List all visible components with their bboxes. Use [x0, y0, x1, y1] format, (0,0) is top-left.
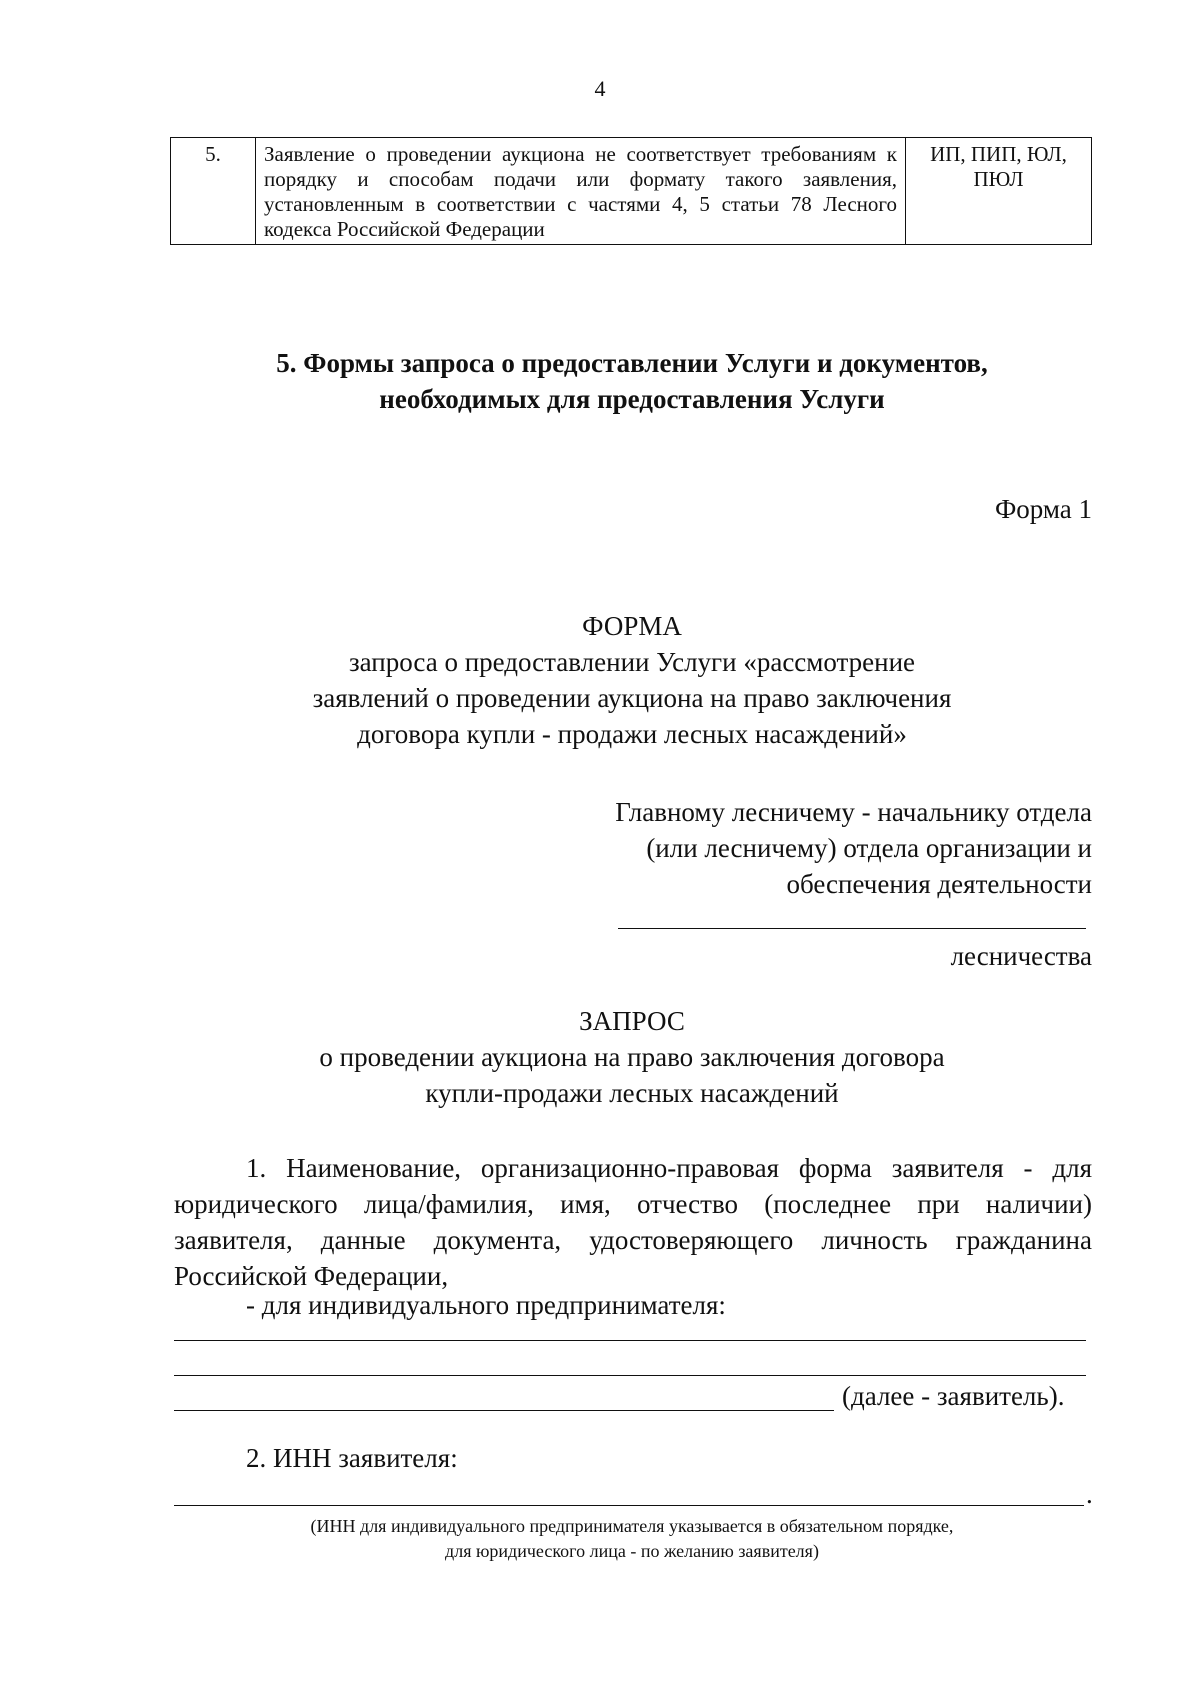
- request-heading: ЗАПРОС: [579, 1006, 685, 1036]
- request-title: [0, 1003, 1200, 1111]
- page-number: 4: [594, 76, 606, 101]
- inn-note-line1: (ИНН для индивидуального предпринимателя указывается в обязательном порядке,: [310, 1516, 954, 1536]
- form-title: [0, 608, 1200, 752]
- inn-period: .: [1086, 1479, 1093, 1509]
- inn-note-line2: для юридического лица - по желанию заявителя): [445, 1541, 819, 1561]
- request-line1: о проведении аукциона на право заключения договора: [319, 1042, 945, 1072]
- form-title-line1: запроса о предоставлении Услуги «рассмотрение: [348, 647, 916, 677]
- section-title-line1: 5. Формы запроса о предоставлении Услуги и документов,: [276, 348, 988, 378]
- addressee-line2: (или лесничему) отдела организации и: [646, 833, 1092, 863]
- row-text: Заявление о проведении аукциона не соответствует требованиям к порядку и способам подачи или формату такого заявления, установленным в соответствии с частями 4, 5 статьи 78 Лесного кодекса Российской Федерации: [256, 138, 906, 245]
- row-categories: ИП, ПИП, ЮЛ, ПЮЛ: [906, 138, 1092, 245]
- grounds-table: [170, 137, 1092, 245]
- applicant-field-line3[interactable]: [174, 1410, 834, 1411]
- form-heading: ФОРМА: [582, 611, 682, 641]
- applicant-field-line1[interactable]: [174, 1340, 1086, 1341]
- inn-note: [0, 1514, 1200, 1564]
- form-label: Форма 1: [994, 494, 1092, 524]
- request-line2: купли-продажи лесных насаждений: [425, 1078, 839, 1108]
- forestry-name-field[interactable]: [618, 902, 1086, 929]
- addressee-line1: Главному лесничему - начальнику отдела: [615, 797, 1092, 827]
- row-number: 5.: [171, 138, 256, 245]
- addressee-block: [492, 794, 1092, 974]
- section-title: [0, 345, 1200, 417]
- addressee-line4-row: [492, 902, 1092, 974]
- form-title-line2: заявлений о проведении аукциона на право заключения: [312, 683, 952, 713]
- item1-paragraph: [174, 1150, 1092, 1294]
- table-row: [171, 138, 1092, 245]
- section-title-line2: необходимых для предоставления Услуги: [379, 384, 885, 414]
- applicant-field-line2[interactable]: [174, 1375, 1086, 1376]
- item1-text: 1. Наименование, организационно-правовая форма заявителя - для юридического лица/фамилия, имя, отчество (последнее при наличии) заявителя, данные документа, удостоверяющего личность гражданина Российской Федерации,: [174, 1153, 1092, 1291]
- addressee-line4: лесничества: [950, 941, 1092, 971]
- inn-label: 2. ИНН заявителя:: [246, 1443, 458, 1473]
- inn-field-line[interactable]: [174, 1505, 1084, 1506]
- addressee-line3: обеспечения деятельности: [786, 869, 1092, 899]
- item1-sub: - для индивидуального предпринимателя:: [246, 1290, 726, 1320]
- item1-suffix: (далее - заявитель).: [842, 1381, 1065, 1411]
- form-title-line3: договора купли - продажи лесных насаждений»: [357, 719, 907, 749]
